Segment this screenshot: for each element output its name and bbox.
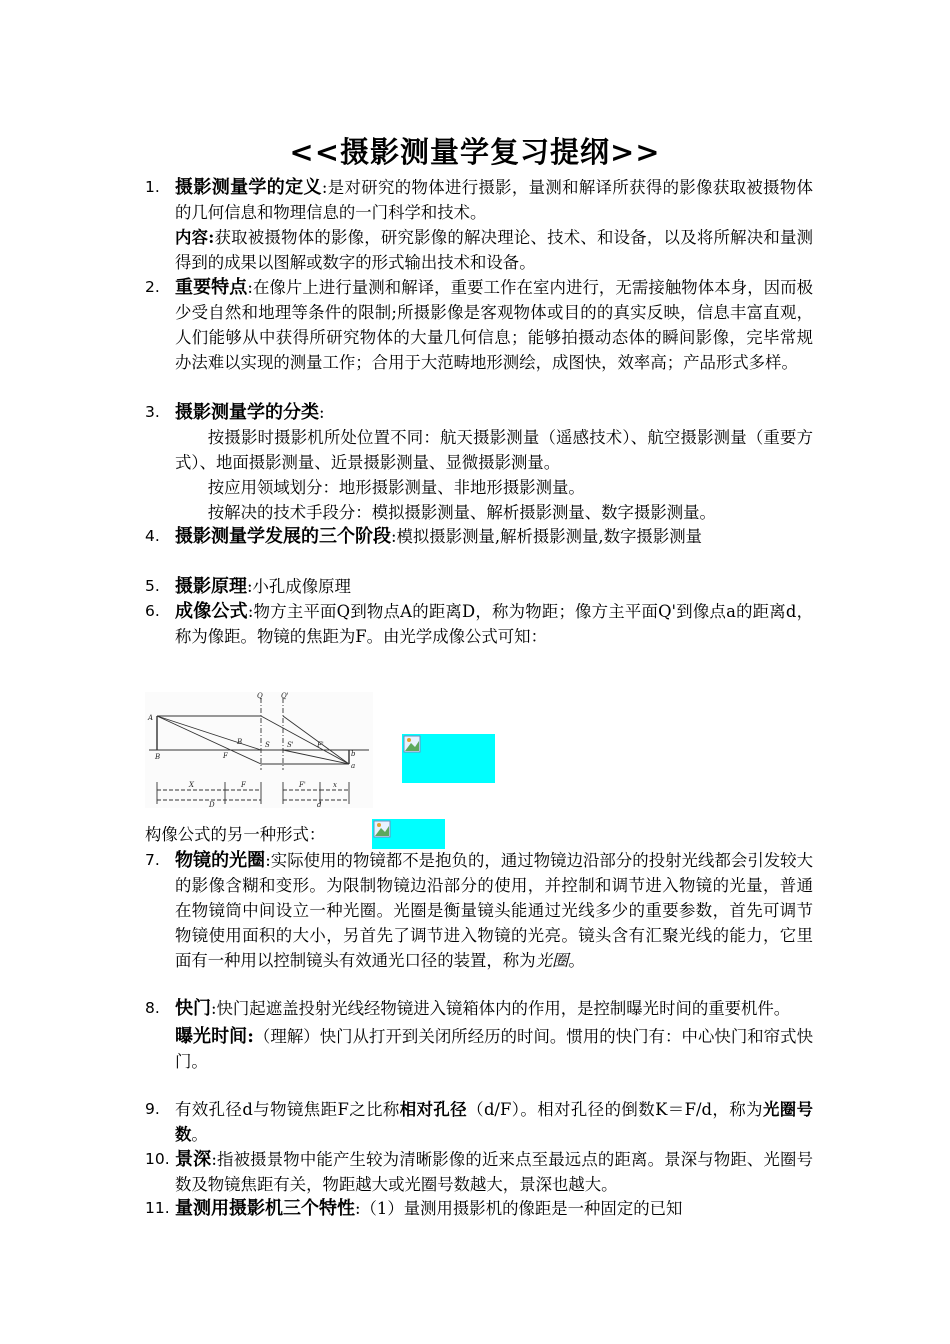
list-item-8 xyxy=(145,996,813,1074)
item-heading: 摄影测量学的定义 xyxy=(175,177,322,198)
list-item-5 xyxy=(145,574,813,599)
sub-heading: 曝光时间: xyxy=(175,1026,254,1047)
list-item-4 xyxy=(145,524,813,549)
ray-2 xyxy=(157,716,261,750)
item-heading: 快门 xyxy=(175,998,211,1019)
heading-separator: : xyxy=(247,577,253,596)
sub-text: 获取被摄物体的影像，研究影像的解决理论、技术、和设备，以及将所解决和量测得到的成果以图解或数字的形式输出技术和设备。 xyxy=(175,228,813,272)
label-f2: F' xyxy=(317,741,324,749)
broken-image-icon xyxy=(403,735,421,753)
sub-heading: 内容: xyxy=(175,228,215,247)
formula-image-placeholder xyxy=(402,734,495,783)
sub-text: （理解）快门从打开到关闭所经历的时间。惯用的快门有：中心快门和帘式快门。 xyxy=(175,1027,813,1071)
item-text: 指被摄景物中能产生较为清晰影像的近来点至最远点的距离。景深与物距、光圈号数及物镜焦距有关，物距越大或光圈号数越大，景深也越大。 xyxy=(175,1150,814,1194)
item-text: （d/F）。相对孔径的倒数K＝F/d，称为 xyxy=(467,1100,763,1119)
item-number: 9. xyxy=(145,1100,160,1118)
item-text: 是对研究的物体进行摄影，量测和解译所获得的影像获取被摄物体的几何信息和物理信息的一门科学和技术。 xyxy=(175,178,814,222)
label-b: B xyxy=(155,753,161,761)
item-heading: 景深 xyxy=(175,1149,212,1170)
list-item-1 xyxy=(145,175,813,275)
broken-image-icon xyxy=(373,820,391,838)
label-q2: Q' xyxy=(281,692,289,700)
label-f-dim: F xyxy=(241,781,246,789)
item-text-end: 。 xyxy=(568,951,585,970)
item-number: 8. xyxy=(145,999,160,1017)
list-item-10 xyxy=(145,1147,813,1197)
ray-3 xyxy=(157,716,261,764)
caption: 构像公式的另一种形式： xyxy=(145,825,326,844)
item-heading: 摄影测量学的分类 xyxy=(175,402,319,423)
paragraph: 按摄影时摄影机所处位置不同：航天摄影测量（遥感技术）、航空摄影测量（重要方式）、地面摄影测量、近景摄影测量、显微摄影测量。 xyxy=(175,428,813,472)
paragraph: 按应用领域划分：地形摄影测量、非地形摄影测量。 xyxy=(207,478,585,497)
item-number: 10. xyxy=(145,1150,170,1168)
list-item-2 xyxy=(145,275,813,375)
label-q: Q xyxy=(257,692,263,700)
item-number: 3. xyxy=(145,403,160,421)
label-s: S xyxy=(265,741,270,749)
item-heading: 摄影原理 xyxy=(175,576,247,597)
item-heading: 摄影测量学发展的三个阶段 xyxy=(175,526,391,547)
heading-separator: : xyxy=(247,278,253,297)
label-b-mid: B xyxy=(237,738,243,746)
heading-separator: : xyxy=(391,527,397,546)
item-text-end: 。 xyxy=(191,1125,208,1144)
item-text: 在像片上进行量测和解译，重要工作在室内进行，无需接触物体本身，因而极少受自然和地理等条件的限制;所摄影像是客观物体或目的的真实反映，信息丰富直观，人们能够从中获得所研究物体的大量几何信息；能够拍摄动态体的瞬间影像，完毕常规办法难以实现的测量工作；合用于大范畴地形测绘，成图快，效率高；产品形式多样。 xyxy=(175,278,814,372)
item-number: 5. xyxy=(145,577,160,595)
list-item-3 xyxy=(145,400,813,525)
ray-1b xyxy=(261,716,349,764)
item-heading: 物镜的光圈 xyxy=(175,850,266,871)
item-text: 有效孔径d与物镜焦距F之比称 xyxy=(175,1100,400,1119)
item-number: 4. xyxy=(145,527,160,545)
label-x2: x xyxy=(333,781,337,789)
item-text: 物方主平面Q到物点A的距离D，称为物距；像方主平面Q'到像点a的距离d，称为像距。物镜的焦距为F。由光学成像公式可知： xyxy=(175,602,813,646)
item-number: 6. xyxy=(145,602,160,620)
label-f2-dim: F' xyxy=(299,781,306,789)
item-text: 模拟摄影测量,解析摄影测量,数字摄影测量 xyxy=(396,527,702,546)
label-a: A xyxy=(148,714,154,722)
list-item-6 xyxy=(145,599,813,649)
heading-separator: : xyxy=(321,178,328,197)
term-relative-aperture: 相对孔径 xyxy=(399,1100,468,1119)
item-heading: 成像公式 xyxy=(175,601,248,622)
formula-image-placeholder xyxy=(372,819,445,849)
label-x: X xyxy=(189,781,194,789)
heading-separator: : xyxy=(355,1199,361,1218)
heading-separator: : xyxy=(265,851,271,870)
heading-separator: : xyxy=(319,403,325,422)
item-text: 小孔成像原理 xyxy=(252,577,351,596)
document-title: <<摄影测量学复习提纲>> xyxy=(289,135,661,169)
heading-separator: : xyxy=(211,1150,217,1169)
item-number: 1. xyxy=(145,178,160,196)
imaging-diagram xyxy=(145,692,373,808)
heading-separator: : xyxy=(211,999,217,1018)
item-heading: 重要特点 xyxy=(175,277,248,298)
list-item-7 xyxy=(145,848,813,973)
item-number: 2. xyxy=(145,278,160,296)
label-b-small: b xyxy=(351,750,356,758)
label-d2: d xyxy=(317,801,322,808)
item-heading: 量测用摄影机三个特性 xyxy=(175,1198,355,1219)
item-text: 快门起遮盖投射光线经物镜进入镜箱体内的作用，是控制曝光时间的重要机件。 xyxy=(216,999,791,1018)
label-s2: S' xyxy=(287,741,294,749)
item-number: 7. xyxy=(145,851,160,869)
heading-separator: : xyxy=(247,602,254,621)
item-text: 实际使用的物镜都不是抱负的，通过物镜边沿部分的投射光线都会引发较大的影像含糊和变形。为限制物镜边沿部分的使用，并控制和调节进入物镜的光量，普通在物镜筒中间设立一种光圈。光圈是衡量镜头能通过光线多少的重要参数，首先可调节物镜使用面积的大小，另首先了调节进入物镜的光亮。镜头含有汇聚光线的能力，它里面有一种用以控制镜头有效通光口径的装置，称为 xyxy=(175,851,814,970)
label-a-small: a xyxy=(351,762,356,770)
item-number: 11. xyxy=(145,1199,170,1217)
list-item-9 xyxy=(145,1097,813,1147)
paragraph: 按解决的技术手段分：模拟摄影测量、解析摄影测量、数字摄影测量。 xyxy=(207,503,716,522)
label-d: D xyxy=(209,801,215,808)
list-item-11 xyxy=(145,1196,813,1221)
italic-term: 光圈 xyxy=(535,951,569,970)
term-f-number: 光圈号数 xyxy=(175,1100,813,1144)
item-text: （1）量测用摄影机的像距是一种固定的已知 xyxy=(360,1199,683,1218)
label-f: F xyxy=(223,752,228,760)
